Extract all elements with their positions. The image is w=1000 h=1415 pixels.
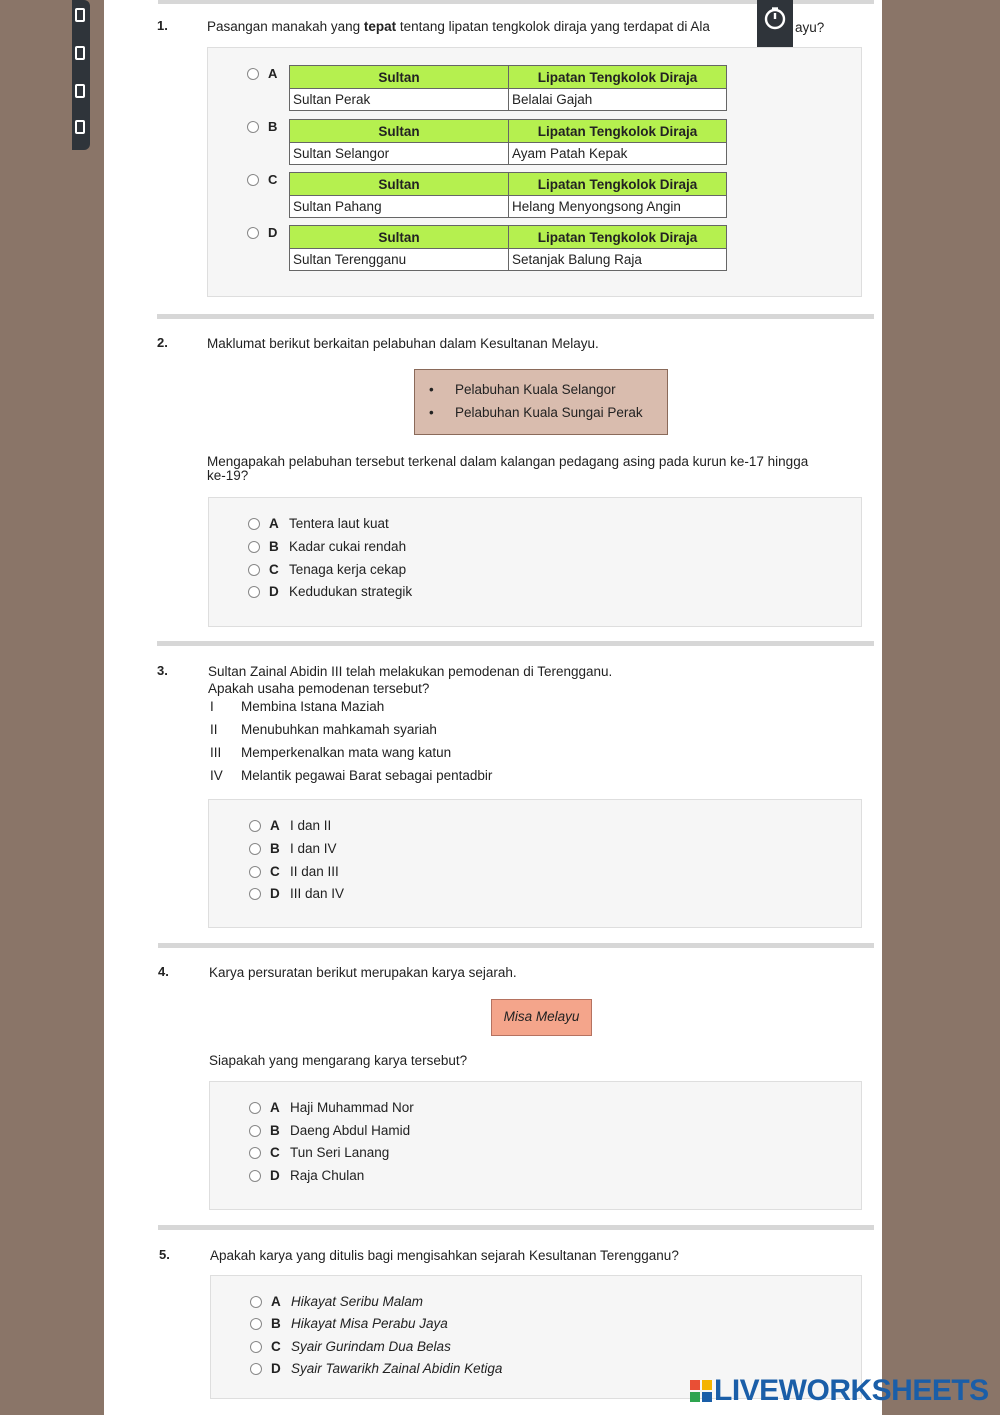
option-b[interactable]: B (247, 119, 277, 134)
table-header: Lipatan Tengkolok Diraja (509, 226, 727, 249)
radio-button[interactable] (250, 1296, 262, 1308)
radio-button[interactable] (247, 68, 259, 80)
option-c[interactable]: C Syair Gurindam Dua Belas (250, 1339, 451, 1354)
option-table (289, 225, 727, 271)
question-text: Apakah usaha pemodenan tersebut? (208, 681, 430, 696)
table-header: Sultan (290, 173, 509, 196)
left-frame (0, 0, 104, 1415)
separator (158, 1225, 874, 1230)
table-cell: Sultan Pahang (290, 196, 509, 218)
radio-button[interactable] (249, 1147, 261, 1159)
option-table (289, 172, 727, 218)
table-cell: Ayam Patah Kepak (509, 143, 727, 165)
option-c[interactable]: C II dan III (249, 864, 339, 879)
liveworksheets-logo: LIVEWORKSHEETS (690, 1374, 989, 1408)
radio-button[interactable] (249, 888, 261, 900)
question-text: ke-19? (207, 468, 249, 483)
radio-button[interactable] (248, 564, 260, 576)
option-a[interactable]: A Tentera laut kuat (248, 516, 389, 531)
table-header: Lipatan Tengkolok Diraja (509, 66, 727, 89)
option-d[interactable]: D Kedudukan strategik (248, 584, 412, 599)
bullet-item: • Pelabuhan Kuala Sungai Perak (429, 405, 643, 420)
question-number: 1. (157, 18, 168, 33)
question-number: 3. (157, 663, 168, 678)
table-header: Sultan (290, 66, 509, 89)
question-number: 4. (158, 964, 169, 979)
radio-button[interactable] (248, 518, 260, 530)
question-text: Apakah karya yang ditulis bagi mengisahkan sejarah Kesultanan Terengganu? (210, 1248, 679, 1263)
option-table (289, 65, 727, 111)
radio-button[interactable] (250, 1363, 262, 1375)
radio-button[interactable] (249, 1125, 261, 1137)
question-text: Mengapakah pelabuhan tersebut terkenal dalam kalangan pedagang asing pada kurun ke-17 hingga (207, 454, 809, 469)
separator (158, 943, 874, 948)
table-cell: Setanjak Balung Raja (509, 249, 727, 271)
radio-button[interactable] (249, 866, 261, 878)
statement-item: III Memperkenalkan mata wang katun (210, 745, 452, 760)
option-a[interactable]: A I dan II (249, 818, 331, 833)
table-cell: Sultan Selangor (290, 143, 509, 165)
info-box (414, 369, 668, 435)
option-a[interactable]: A (247, 66, 277, 81)
left-toolbar (72, 0, 90, 150)
radio-button[interactable] (249, 1102, 261, 1114)
option-c[interactable]: C Tun Seri Lanang (249, 1145, 389, 1160)
table-header: Lipatan Tengkolok Diraja (509, 173, 727, 196)
radio-button[interactable] (247, 121, 259, 133)
table-cell: Sultan Perak (290, 89, 509, 111)
question-text-end: ayu? (795, 20, 825, 35)
statement-item: IV Melantik pegawai Barat sebagai pentadbir (210, 768, 493, 783)
radio-button[interactable] (248, 586, 260, 598)
table-header: Sultan (290, 120, 509, 143)
question-text: Maklumat berikut berkaitan pelabuhan dalam Kesultanan Melayu. (207, 336, 599, 351)
question-number: 5. (159, 1247, 170, 1262)
radio-button[interactable] (249, 1170, 261, 1182)
highlight-box: Misa Melayu (491, 999, 592, 1036)
option-d[interactable]: D Raja Chulan (249, 1168, 364, 1183)
bullet-item: • Pelabuhan Kuala Selangor (429, 382, 616, 397)
question-number: 2. (157, 335, 168, 350)
page-icon[interactable] (75, 120, 85, 134)
separator (157, 641, 874, 646)
option-a[interactable]: A Hikayat Seribu Malam (250, 1294, 423, 1309)
radio-button[interactable] (248, 541, 260, 553)
radio-button[interactable] (247, 174, 259, 186)
page-icon[interactable] (75, 8, 85, 22)
table-cell: Belalai Gajah (509, 89, 727, 111)
option-c[interactable]: C Tenaga kerja cekap (248, 562, 406, 577)
logo-icon (690, 1380, 712, 1402)
table-cell: Sultan Terengganu (290, 249, 509, 271)
option-b[interactable]: B Kadar cukai rendah (248, 539, 406, 554)
page-icon[interactable] (75, 46, 85, 60)
radio-button[interactable] (250, 1318, 262, 1330)
option-b[interactable]: B Hikayat Misa Perabu Jaya (250, 1316, 448, 1331)
radio-button[interactable] (249, 843, 261, 855)
option-b[interactable]: B Daeng Abdul Hamid (249, 1123, 410, 1138)
radio-button[interactable] (249, 820, 261, 832)
option-a[interactable]: A Haji Muhammad Nor (249, 1100, 414, 1115)
option-d[interactable]: D Syair Tawarikh Zainal Abidin Ketiga (250, 1361, 502, 1376)
table-header: Lipatan Tengkolok Diraja (509, 120, 727, 143)
radio-button[interactable] (247, 227, 259, 239)
table-cell: Helang Menyongsong Angin (509, 196, 727, 218)
option-d[interactable]: D III dan IV (249, 886, 344, 901)
table-header: Sultan (290, 226, 509, 249)
option-b[interactable]: B I dan IV (249, 841, 337, 856)
option-table (289, 119, 727, 165)
timer-icon[interactable] (763, 6, 787, 30)
radio-button[interactable] (250, 1341, 262, 1353)
option-c[interactable]: C (247, 172, 277, 187)
question-text: Karya persuratan berikut merupakan karya sejarah. (209, 965, 517, 980)
question-text: Pasangan manakah yang tepat tentang lipatan tengkolok diraja yang terdapat di Ala (207, 19, 710, 34)
question-text: Sultan Zainal Abidin III telah melakukan pemodenan di Terengganu. (208, 664, 613, 679)
option-d[interactable]: D (247, 225, 277, 240)
right-frame (882, 0, 1000, 1415)
separator (157, 314, 874, 319)
question-text: Siapakah yang mengarang karya tersebut? (209, 1053, 468, 1068)
page-icon[interactable] (75, 84, 85, 98)
statement-item: I Membina Istana Maziah (210, 699, 385, 714)
statement-item: II Menubuhkan mahkamah syariah (210, 722, 437, 737)
